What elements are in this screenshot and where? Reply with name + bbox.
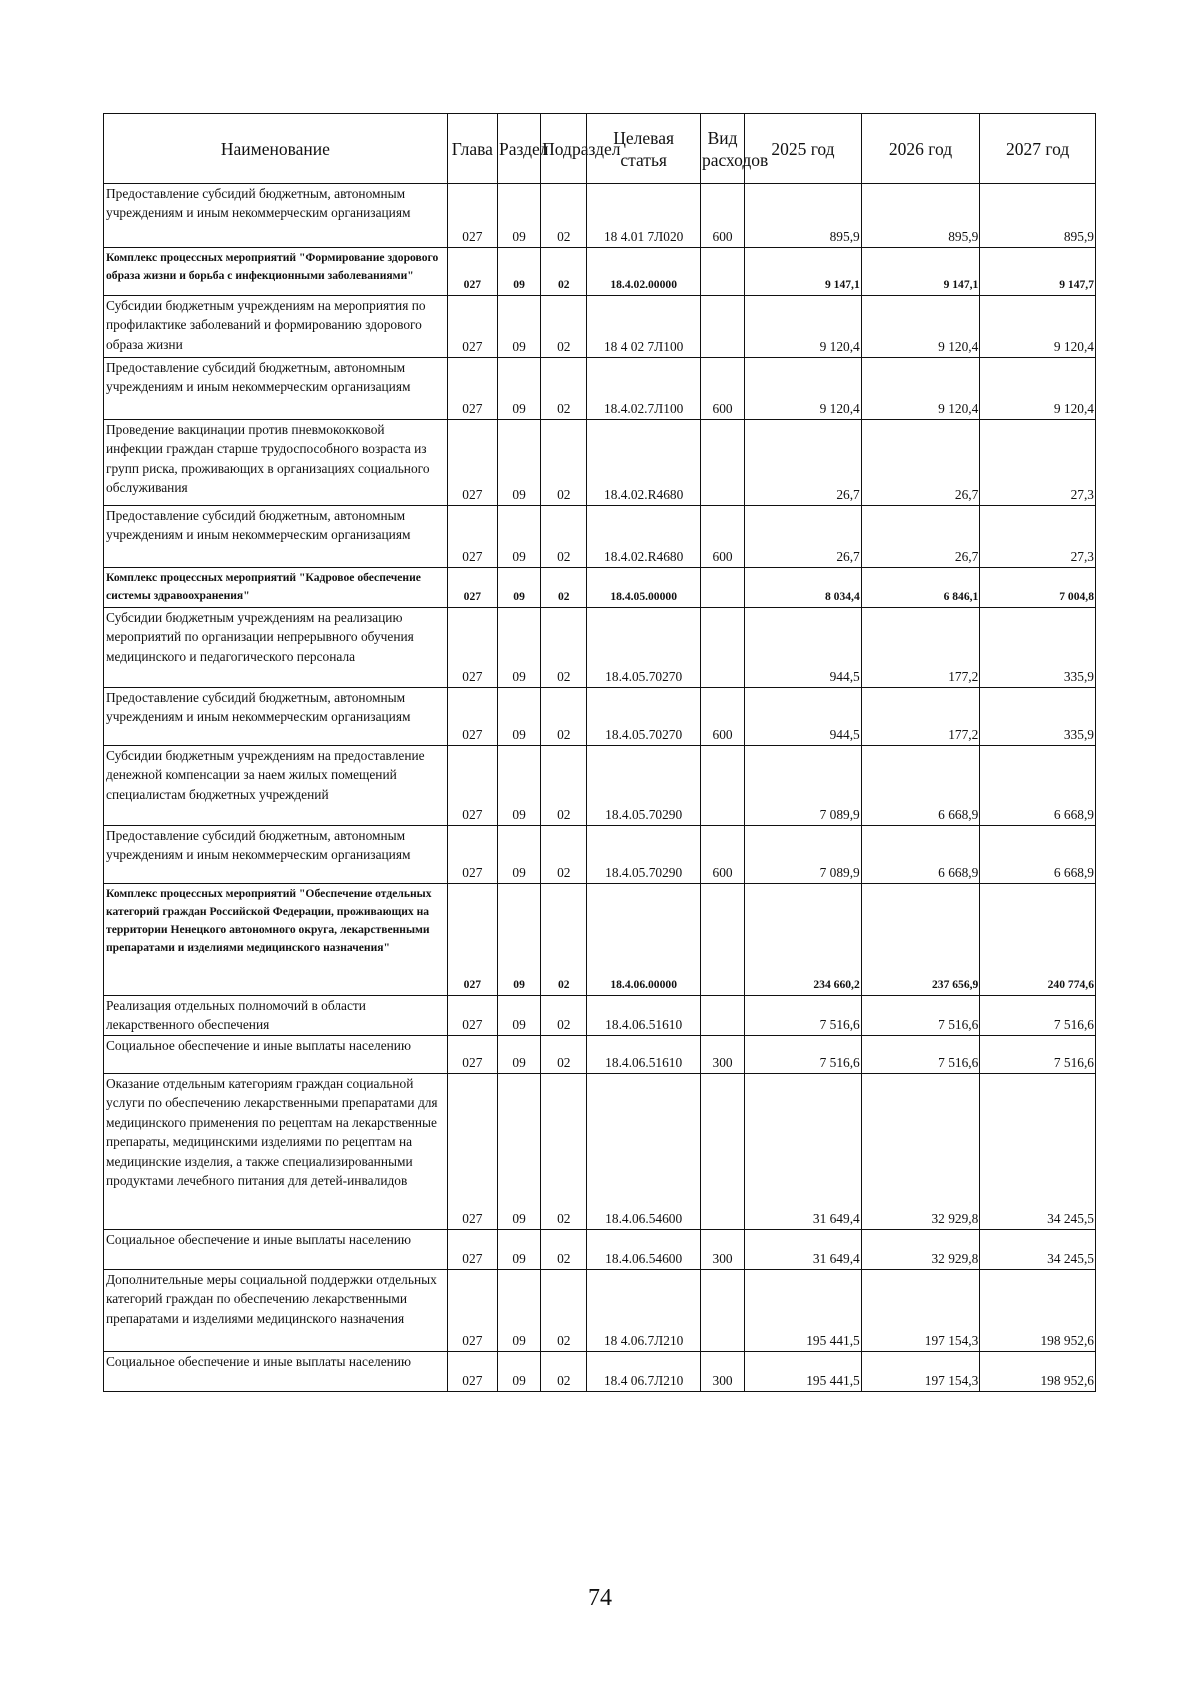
table-row xyxy=(104,1270,1096,1352)
row-podrazdel: 02 xyxy=(541,506,587,568)
row-razdel: 09 xyxy=(497,1270,540,1352)
row-amount-2026: 32 929,8 xyxy=(861,1074,980,1230)
row-vid-rashodov xyxy=(700,608,744,688)
row-celevaya-statya: 18.4.05.70270 xyxy=(587,608,701,688)
row-razdel: 09 xyxy=(497,358,540,420)
row-razdel: 09 xyxy=(497,248,540,296)
row-vid-rashodov: 600 xyxy=(700,506,744,568)
row-vid-rashodov: 600 xyxy=(700,184,744,248)
row-glava: 027 xyxy=(447,746,497,826)
row-celevaya-statya: 18.4.02.R4680 xyxy=(587,506,701,568)
table-header xyxy=(104,114,1096,184)
row-glava: 027 xyxy=(447,1352,497,1392)
row-celevaya-statya: 18.4.06.51610 xyxy=(587,1036,701,1074)
row-razdel: 09 xyxy=(497,1230,540,1270)
row-vid-rashodov: 600 xyxy=(700,826,744,884)
row-amount-2025: 195 441,5 xyxy=(745,1352,862,1392)
table-row xyxy=(104,746,1096,826)
row-amount-2027: 240 774,6 xyxy=(980,884,1096,996)
row-podrazdel: 02 xyxy=(541,248,587,296)
header-vid-rashodov: Вид расходов xyxy=(700,114,744,184)
row-razdel: 09 xyxy=(497,1074,540,1230)
header-razdel: Раздел xyxy=(497,114,540,184)
row-podrazdel: 02 xyxy=(541,184,587,248)
row-amount-2025: 9 120,4 xyxy=(745,296,862,358)
row-podrazdel: 02 xyxy=(541,608,587,688)
row-name: Проведение вакцинации против пневмококковой инфекции граждан старше трудоспособного возраста из групп риска, проживающих в организациях социального обслуживания xyxy=(104,420,448,506)
row-glava: 027 xyxy=(447,1270,497,1352)
row-razdel: 09 xyxy=(497,996,540,1036)
row-amount-2026: 197 154,3 xyxy=(861,1270,980,1352)
row-name: Комплекс процессных мероприятий "Кадровое обеспечение системы здравоохранения" xyxy=(104,568,448,608)
table-row xyxy=(104,1074,1096,1230)
row-celevaya-statya: 18.4.05.00000 xyxy=(587,568,701,608)
row-podrazdel: 02 xyxy=(541,746,587,826)
table-row xyxy=(104,568,1096,608)
row-name: Предоставление субсидий бюджетным, автономным учреждениям и иным некоммерческим организациям xyxy=(104,184,448,248)
row-glava: 027 xyxy=(447,826,497,884)
row-amount-2027: 7 516,6 xyxy=(980,996,1096,1036)
table-row xyxy=(104,996,1096,1036)
row-vid-rashodov: 300 xyxy=(700,1036,744,1074)
row-amount-2027: 335,9 xyxy=(980,688,1096,746)
row-name: Предоставление субсидий бюджетным, автономным учреждениям и иным некоммерческим организациям xyxy=(104,688,448,746)
row-amount-2027: 198 952,6 xyxy=(980,1270,1096,1352)
row-amount-2027: 34 245,5 xyxy=(980,1074,1096,1230)
table-row xyxy=(104,688,1096,746)
row-podrazdel: 02 xyxy=(541,296,587,358)
row-amount-2027: 27,3 xyxy=(980,420,1096,506)
row-amount-2026: 9 120,4 xyxy=(861,358,980,420)
row-celevaya-statya: 18.4.02.00000 xyxy=(587,248,701,296)
row-podrazdel: 02 xyxy=(541,1270,587,1352)
row-amount-2025: 31 649,4 xyxy=(745,1074,862,1230)
row-amount-2026: 26,7 xyxy=(861,506,980,568)
row-glava: 027 xyxy=(447,1230,497,1270)
row-name: Дополнительные меры социальной поддержки отдельных категорий граждан по обеспечению лекарственными препаратами и изделиями медицинского назначения xyxy=(104,1270,448,1352)
row-amount-2027: 198 952,6 xyxy=(980,1352,1096,1392)
row-vid-rashodov xyxy=(700,248,744,296)
row-amount-2025: 234 660,2 xyxy=(745,884,862,996)
row-amount-2025: 7 516,6 xyxy=(745,1036,862,1074)
table-row xyxy=(104,296,1096,358)
row-celevaya-statya: 18.4 06.7Л210 xyxy=(587,1352,701,1392)
row-vid-rashodov: 300 xyxy=(700,1352,744,1392)
row-glava: 027 xyxy=(447,996,497,1036)
row-amount-2025: 944,5 xyxy=(745,688,862,746)
table-row xyxy=(104,884,1096,996)
row-celevaya-statya: 18.4.06.00000 xyxy=(587,884,701,996)
row-amount-2025: 31 649,4 xyxy=(745,1230,862,1270)
row-amount-2027: 6 668,9 xyxy=(980,826,1096,884)
row-vid-rashodov xyxy=(700,746,744,826)
row-celevaya-statya: 18 4 02 7Л100 xyxy=(587,296,701,358)
row-razdel: 09 xyxy=(497,608,540,688)
row-razdel: 09 xyxy=(497,506,540,568)
row-glava: 027 xyxy=(447,248,497,296)
row-podrazdel: 02 xyxy=(541,688,587,746)
row-amount-2025: 7 089,9 xyxy=(745,746,862,826)
row-name: Субсидии бюджетным учреждениям на реализацию мероприятий по организации непрерывного обучения медицинского и педагогического персонала xyxy=(104,608,448,688)
row-glava: 027 xyxy=(447,1036,497,1074)
row-amount-2026: 6 668,9 xyxy=(861,746,980,826)
header-2026: 2026 год xyxy=(861,114,980,184)
row-amount-2026: 9 120,4 xyxy=(861,296,980,358)
row-name: Предоставление субсидий бюджетным, автономным учреждениям и иным некоммерческим организациям xyxy=(104,506,448,568)
header-celevaya-statya: Целевая статья xyxy=(587,114,701,184)
row-amount-2026: 7 516,6 xyxy=(861,1036,980,1074)
row-amount-2026: 895,9 xyxy=(861,184,980,248)
row-amount-2027: 335,9 xyxy=(980,608,1096,688)
row-celevaya-statya: 18 4.01 7Л020 xyxy=(587,184,701,248)
row-amount-2026: 177,2 xyxy=(861,688,980,746)
row-vid-rashodov xyxy=(700,884,744,996)
row-razdel: 09 xyxy=(497,568,540,608)
row-vid-rashodov xyxy=(700,1074,744,1230)
row-name: Социальное обеспечение и иные выплаты населению xyxy=(104,1036,448,1074)
row-amount-2027: 9 147,7 xyxy=(980,248,1096,296)
row-podrazdel: 02 xyxy=(541,568,587,608)
row-amount-2026: 7 516,6 xyxy=(861,996,980,1036)
row-vid-rashodov xyxy=(700,296,744,358)
table-row xyxy=(104,506,1096,568)
table-row xyxy=(104,1036,1096,1074)
page-number: 74 xyxy=(588,1585,612,1611)
row-amount-2025: 9 147,1 xyxy=(745,248,862,296)
row-vid-rashodov xyxy=(700,1270,744,1352)
header-2025: 2025 год xyxy=(745,114,862,184)
row-name: Субсидии бюджетным учреждениям на мероприятия по профилактике заболеваний и формированию здорового образа жизни xyxy=(104,296,448,358)
row-name: Комплекс процессных мероприятий "Формирование здорового образа жизни и борьба с инфекционными заболеваниями" xyxy=(104,248,448,296)
row-podrazdel: 02 xyxy=(541,826,587,884)
row-amount-2027: 34 245,5 xyxy=(980,1230,1096,1270)
row-vid-rashodov xyxy=(700,420,744,506)
row-podrazdel: 02 xyxy=(541,884,587,996)
row-name: Социальное обеспечение и иные выплаты населению xyxy=(104,1230,448,1270)
header-glava: Глава xyxy=(447,114,497,184)
row-amount-2027: 895,9 xyxy=(980,184,1096,248)
row-amount-2025: 7 516,6 xyxy=(745,996,862,1036)
row-vid-rashodov: 600 xyxy=(700,688,744,746)
table-row xyxy=(104,1230,1096,1270)
row-razdel: 09 xyxy=(497,1036,540,1074)
row-razdel: 09 xyxy=(497,420,540,506)
row-glava: 027 xyxy=(447,1074,497,1230)
table-row xyxy=(104,1352,1096,1392)
header-podrazdel: Подраздел xyxy=(541,114,587,184)
row-amount-2025: 8 034,4 xyxy=(745,568,862,608)
row-vid-rashodov: 300 xyxy=(700,1230,744,1270)
row-name: Реализация отдельных полномочий в области лекарственного обеспечения xyxy=(104,996,448,1036)
row-amount-2027: 9 120,4 xyxy=(980,296,1096,358)
row-podrazdel: 02 xyxy=(541,420,587,506)
row-glava: 027 xyxy=(447,688,497,746)
row-vid-rashodov xyxy=(700,996,744,1036)
budget-table xyxy=(103,113,1096,1392)
row-amount-2027: 27,3 xyxy=(980,506,1096,568)
row-razdel: 09 xyxy=(497,296,540,358)
row-glava: 027 xyxy=(447,608,497,688)
row-podrazdel: 02 xyxy=(541,996,587,1036)
row-celevaya-statya: 18.4.05.70290 xyxy=(587,826,701,884)
row-razdel: 09 xyxy=(497,746,540,826)
row-amount-2025: 26,7 xyxy=(745,420,862,506)
row-podrazdel: 02 xyxy=(541,1036,587,1074)
row-amount-2027: 7 516,6 xyxy=(980,1036,1096,1074)
row-podrazdel: 02 xyxy=(541,1352,587,1392)
header-2027: 2027 год xyxy=(980,114,1096,184)
row-celevaya-statya: 18.4.06.54600 xyxy=(587,1230,701,1270)
table-body xyxy=(104,184,1096,1392)
row-amount-2025: 895,9 xyxy=(745,184,862,248)
row-amount-2026: 9 147,1 xyxy=(861,248,980,296)
row-name: Предоставление субсидий бюджетным, автономным учреждениям и иным некоммерческим организациям xyxy=(104,358,448,420)
row-glava: 027 xyxy=(447,184,497,248)
row-amount-2026: 32 929,8 xyxy=(861,1230,980,1270)
row-amount-2025: 9 120,4 xyxy=(745,358,862,420)
row-name: Предоставление субсидий бюджетным, автономным учреждениям и иным некоммерческим организациям xyxy=(104,826,448,884)
row-celevaya-statya: 18.4.05.70270 xyxy=(587,688,701,746)
row-name: Социальное обеспечение и иные выплаты населению xyxy=(104,1352,448,1392)
row-celevaya-statya: 18.4.02.7Л100 xyxy=(587,358,701,420)
row-amount-2026: 237 656,9 xyxy=(861,884,980,996)
row-amount-2025: 26,7 xyxy=(745,506,862,568)
table-row xyxy=(104,608,1096,688)
row-razdel: 09 xyxy=(497,1352,540,1392)
row-razdel: 09 xyxy=(497,688,540,746)
row-glava: 027 xyxy=(447,420,497,506)
row-razdel: 09 xyxy=(497,184,540,248)
row-amount-2025: 7 089,9 xyxy=(745,826,862,884)
row-amount-2026: 197 154,3 xyxy=(861,1352,980,1392)
row-name: Оказание отдельным категориям граждан социальной услуги по обеспечению лекарственными препаратами для медицинского применения по рецептам на лекарственные препараты, медицинскими изделиями по рецептам на медицинские изделия, а также специализированными продуктами лечебного питания для детей-инвалидов xyxy=(104,1074,448,1230)
row-celevaya-statya: 18.4.06.51610 xyxy=(587,996,701,1036)
row-podrazdel: 02 xyxy=(541,358,587,420)
row-amount-2026: 177,2 xyxy=(861,608,980,688)
row-razdel: 09 xyxy=(497,826,540,884)
table-row xyxy=(104,420,1096,506)
row-amount-2025: 195 441,5 xyxy=(745,1270,862,1352)
row-glava: 027 xyxy=(447,358,497,420)
row-celevaya-statya: 18.4.06.54600 xyxy=(587,1074,701,1230)
row-podrazdel: 02 xyxy=(541,1230,587,1270)
row-glava: 027 xyxy=(447,296,497,358)
row-celevaya-statya: 18 4.06.7Л210 xyxy=(587,1270,701,1352)
row-celevaya-statya: 18.4.05.70290 xyxy=(587,746,701,826)
row-amount-2027: 9 120,4 xyxy=(980,358,1096,420)
row-vid-rashodov xyxy=(700,568,744,608)
row-glava: 027 xyxy=(447,568,497,608)
row-razdel: 09 xyxy=(497,884,540,996)
row-amount-2026: 6 668,9 xyxy=(861,826,980,884)
header-name: Наименование xyxy=(104,114,448,184)
table-row xyxy=(104,184,1096,248)
row-amount-2026: 26,7 xyxy=(861,420,980,506)
table-row xyxy=(104,248,1096,296)
row-podrazdel: 02 xyxy=(541,1074,587,1230)
row-amount-2027: 7 004,8 xyxy=(980,568,1096,608)
table-row xyxy=(104,826,1096,884)
row-glava: 027 xyxy=(447,506,497,568)
row-amount-2025: 944,5 xyxy=(745,608,862,688)
row-amount-2027: 6 668,9 xyxy=(980,746,1096,826)
table-row xyxy=(104,358,1096,420)
row-amount-2026: 6 846,1 xyxy=(861,568,980,608)
row-name: Субсидии бюджетным учреждениям на предоставление денежной компенсации за наем жилых помещений специалистам бюджетных учреждений xyxy=(104,746,448,826)
row-name: Комплекс процессных мероприятий "Обеспечение отдельных категорий граждан Российской Федерации, проживающих на территории Ненецкого автономного округа, лекарственными препаратами и изделиями медицинского назначения" xyxy=(104,884,448,996)
row-vid-rashodov: 600 xyxy=(700,358,744,420)
row-celevaya-statya: 18.4.02.R4680 xyxy=(587,420,701,506)
row-glava: 027 xyxy=(447,884,497,996)
